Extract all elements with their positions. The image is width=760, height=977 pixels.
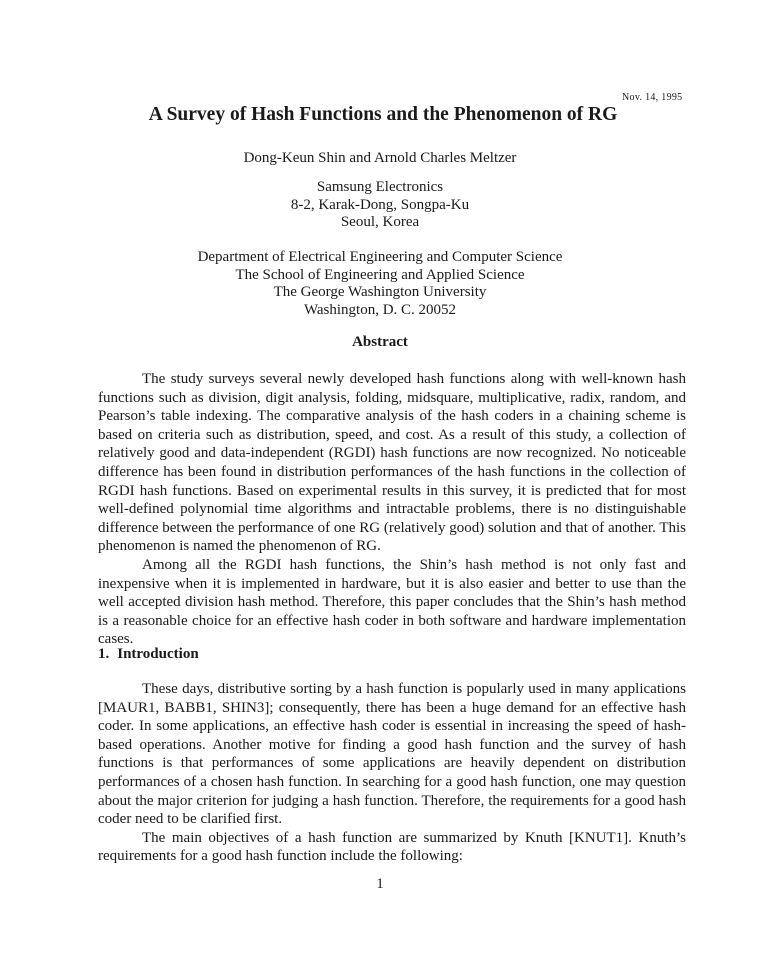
authors: Dong-Keun Shin and Arnold Charles Meltzer [243,150,517,166]
abstract-heading: Abstract [352,334,408,350]
abstract-paragraph: Among all the RGDI hash functions, the Shin’s hash method is not only fast and inexpensive when it is implemented in hardware, but it is also easier and better to use than the well accepted division hash method. Therefore, this paper concludes that the Shin’s hash method is a reasonable choice for an effective hash coder in both software and hardware implementation cases. [98,556,686,648]
introduction-paragraph: These days, distributive sorting by a hash function is popularly used in many applications [MAUR1, BABB1, SHIN3]; consequently, there has been a huge demand for an effective hash coder. In some applications, an effective hash coder is essential in increasing the speed of hash-based operations. Another motive for finding a good hash function and the survey of hash functions is that performances of some applications are heavily dependent on distribution performances of a chosen hash function. In searching for a good hash function, one may question about the major criterion for judging a hash function. Therefore, the requirements for a good hash coder need to be clarified first. [98,681,686,828]
section-title: Introduction [117,646,199,662]
affiliation-samsung [0,179,760,232]
introduction-body [98,680,686,866]
affiliation-line: Samsung Electronics [316,179,444,195]
date: Nov. 14, 1995 [622,92,683,103]
affiliation-line: The George Washington University [273,284,487,300]
section-heading-introduction [98,646,199,663]
affiliation-line: The School of Engineering and Applied Science [235,266,525,283]
affiliation-gwu [0,249,760,319]
section-number: 1. [98,646,110,662]
affiliation-line: Seoul, Korea [340,214,420,230]
abstract-paragraph: The study surveys several newly developed hash functions along with well-known hash functions such as division, digit analysis, folding, midsquare, multiplicative, radix, random, and Pearson’s table indexing. The comparative analysis of the hash coders in a chaining scheme is based on criteria such as distribution, speed, and cost. As a result of this study, a collection of relatively good and data-independent (RGDI) hash functions are now recognized. No noticeable difference has been found in distribution performances of the hash functions in the collection of RGDI hash functions. Based on experimental results in this survey, it is predicted that for most well-defined polynomial time algorithms and intractable problems, there is no distinguishable difference between the performance of one RG (relatively good) solution and that of another. This phenomenon is named the phenomenon of RG. [98,371,686,555]
affiliation-line: Washington, D. C. 20052 [303,301,457,318]
introduction-paragraph: The main objectives of a hash function are summarized by Knuth [KNUT1]. Knuth’s requirements for a good hash function include the following: [98,829,686,865]
affiliation-line: Department of Electrical Engineering and Computer Science [197,249,563,265]
affiliation-line: 8-2, Karak-Dong, Songpa-Ku [290,196,470,213]
abstract-body [98,370,686,649]
page-number: 1 [376,876,384,892]
paper-title: A Survey of Hash Functions and the Phenomenon of RG [148,104,618,125]
